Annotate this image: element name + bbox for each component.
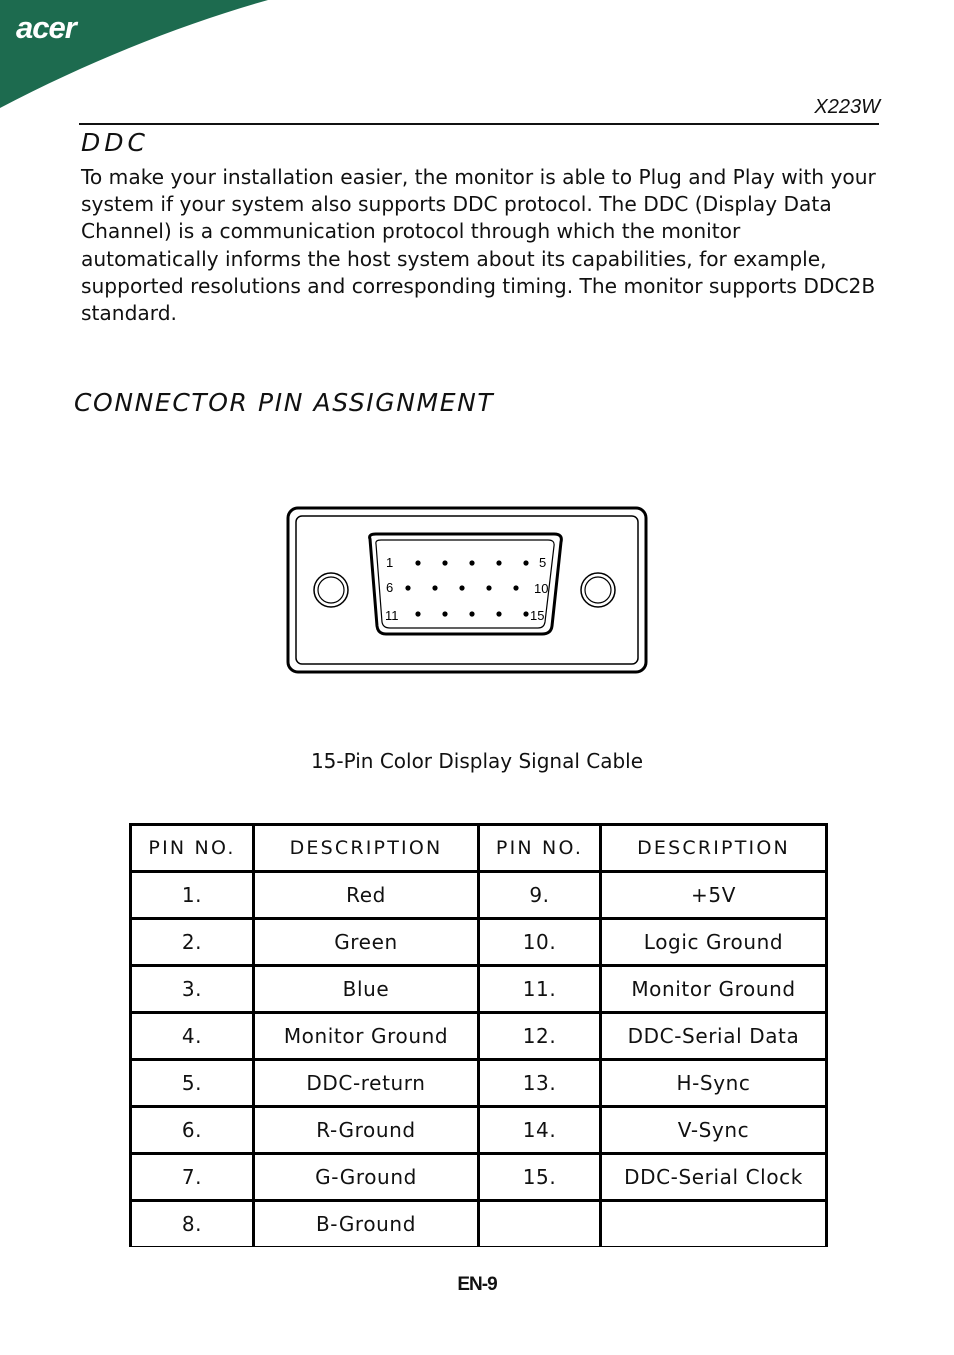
pin-description: B-Ground [254,1201,479,1247]
pin-description: Red [254,872,479,919]
pin-number: 6. [131,1107,254,1154]
pin-description: DDC-Serial Clock [601,1154,827,1201]
table-row [131,872,827,919]
header-pin-no: PIN NO. [479,825,601,872]
pin-description: DDC-Serial Data [601,1013,827,1060]
acer-logo: acer [16,10,76,45]
header-description: DESCRIPTION [601,825,827,872]
pin-description: Monitor Ground [601,966,827,1013]
vga-connector-diagram [286,506,650,678]
header-pin-no: PIN NO. [131,825,254,872]
pin-number: 10. [479,919,601,966]
model-name: X223W [814,96,880,118]
pin-description [601,1201,827,1247]
pin-number: 3. [131,966,254,1013]
pin-description: R-Ground [254,1107,479,1154]
table-header-row [131,825,827,872]
pin-description: DDC-return [254,1060,479,1107]
pin-number: 4. [131,1013,254,1060]
table-row [131,966,827,1013]
table-row [131,1107,827,1154]
pin-label-5: 5 [539,555,547,570]
table-row [131,919,827,966]
ddc-heading: DDC [81,128,149,157]
pin-description: Monitor Ground [254,1013,479,1060]
pin-number: 7. [131,1154,254,1201]
pin-number: 12. [479,1013,601,1060]
pin-number: 14. [479,1107,601,1154]
pin-number: 13. [479,1060,601,1107]
connector-pin-assignment-heading: CONNECTOR PIN ASSIGNMENT [74,388,495,417]
pin-label-11: 11 [385,608,399,623]
pin-description: Logic Ground [601,919,827,966]
table-row [131,1060,827,1107]
pin-number: 1. [131,872,254,919]
table-row [131,1154,827,1201]
pin-description: V-Sync [601,1107,827,1154]
pin-label-15: 15 [530,608,545,623]
pin-number: 15. [479,1154,601,1201]
table-row [131,1201,827,1247]
pin-number: 2. [131,919,254,966]
pin-description: Green [254,919,479,966]
pin-description: H-Sync [601,1060,827,1107]
pin-assignment-table [129,823,828,1247]
connector-caption: 15-Pin Color Display Signal Cable [310,749,644,773]
pin-number: 11. [479,966,601,1013]
pin-label-6: 6 [386,580,394,595]
pin-number: 5. [131,1060,254,1107]
pin-label-10: 10 [534,581,549,596]
page-number: EN-9 [457,1274,497,1295]
pin-number [479,1201,601,1247]
pin-description: +5V [601,872,827,919]
pin-description: Blue [254,966,479,1013]
ddc-paragraph: To make your installation easier, the monitor is able to Plug and Play with your system if your system also supports DDC protocol. The DDC (Display Data Channel) is a communication protocol through which the monitor automatically informs the host system about its capabilities, for example, supported resolutions and corresponding timing. The monitor supports DDC2B standard. [81,165,876,326]
pin-number: 8. [131,1201,254,1247]
pin-description: G-Ground [254,1154,479,1201]
header-description: DESCRIPTION [254,825,479,872]
pin-number: 9. [479,872,601,919]
table-row [131,1013,827,1060]
pin-label-1: 1 [386,555,394,570]
header-rule [79,123,879,125]
